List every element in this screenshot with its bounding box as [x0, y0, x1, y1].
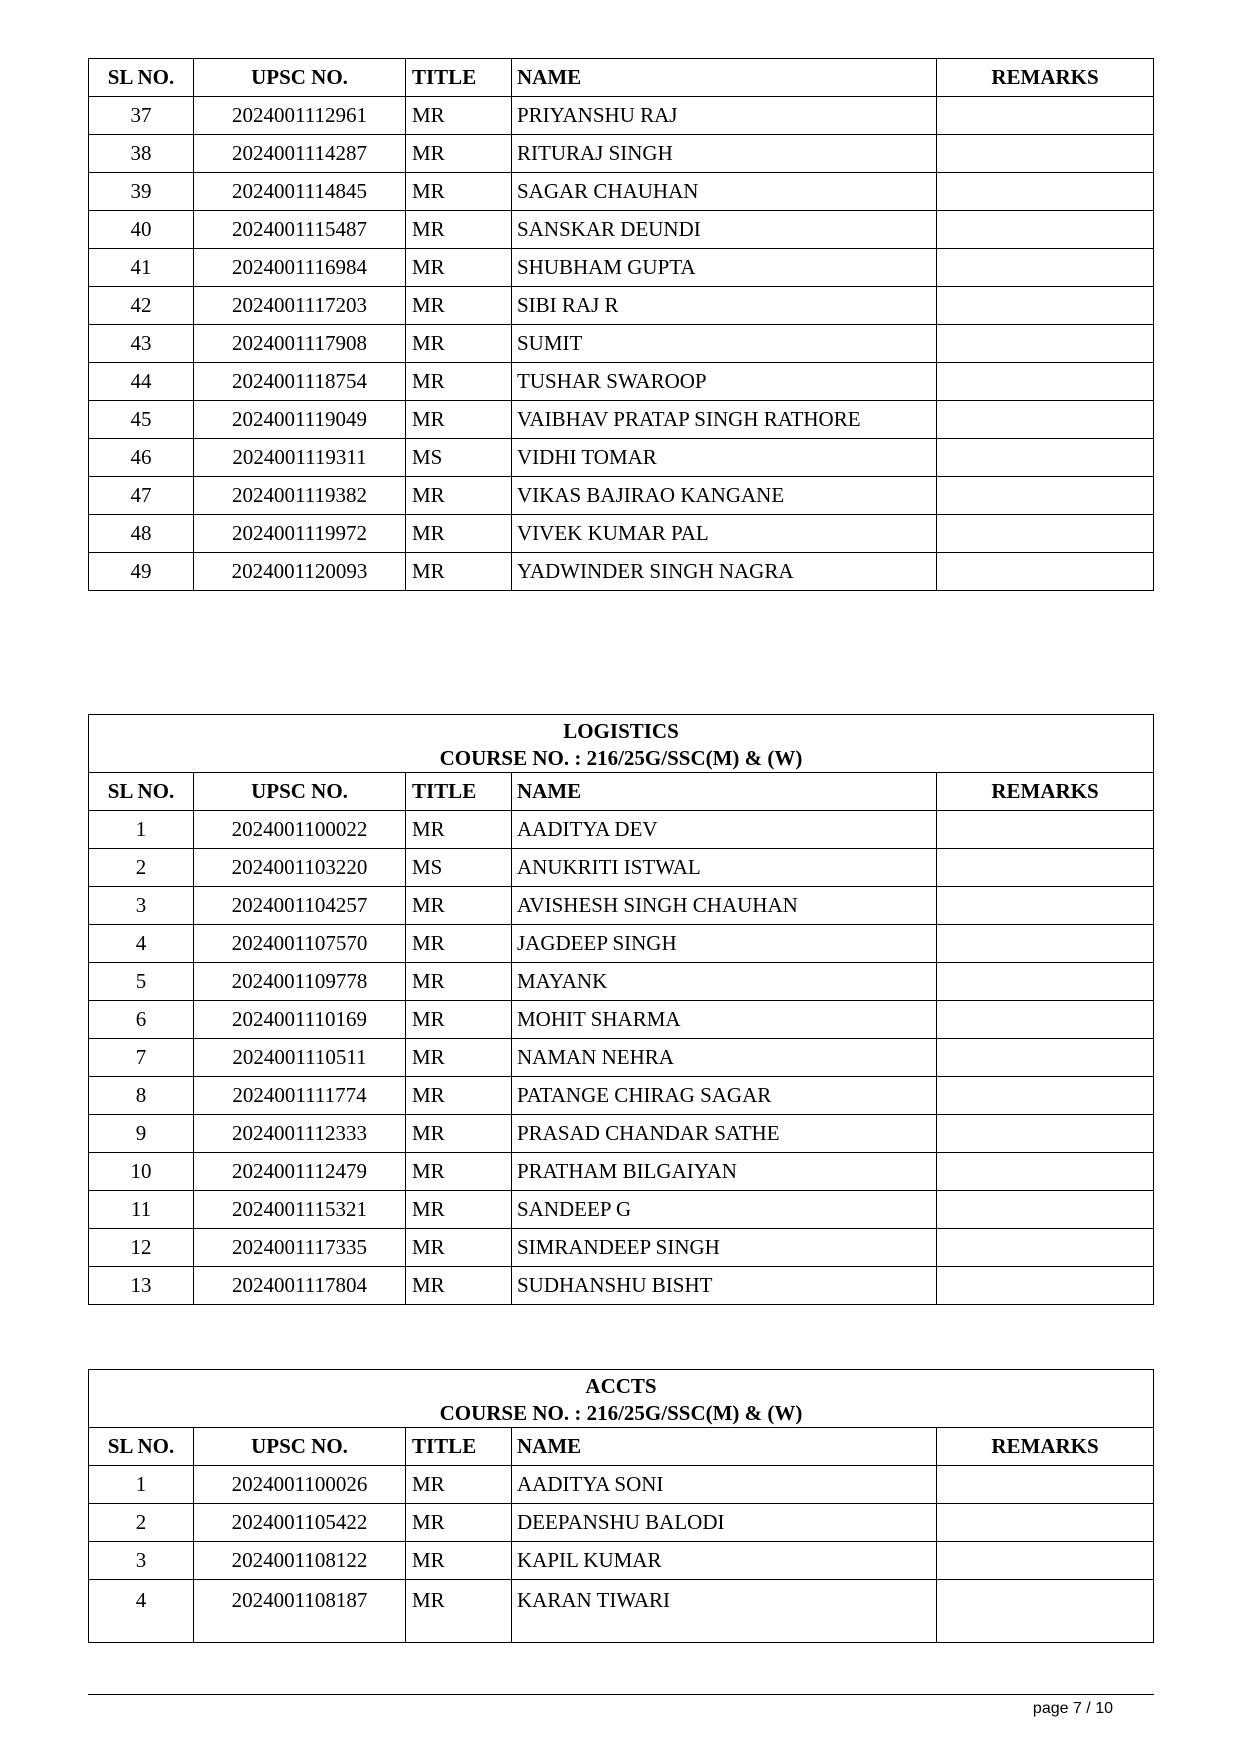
- remarks-cell: [937, 401, 1154, 439]
- title-cell: MR: [406, 515, 512, 553]
- table-row: [89, 1039, 1154, 1077]
- name-cell: YADWINDER SINGH NAGRA: [512, 553, 937, 591]
- table-row: [89, 249, 1154, 287]
- upsc-no-cell: 2024001111774: [194, 1077, 406, 1115]
- title-cell: MR: [406, 1466, 512, 1504]
- title-cell: MR: [406, 1077, 512, 1115]
- table-row: [89, 477, 1154, 515]
- name-cell: TUSHAR SWAROOP: [512, 363, 937, 401]
- remarks-cell: [937, 1542, 1154, 1580]
- table-row: [89, 287, 1154, 325]
- name-cell: SIBI RAJ R: [512, 287, 937, 325]
- col-upsc-no: UPSC NO.: [194, 773, 406, 811]
- name-cell: KAPIL KUMAR: [512, 1542, 937, 1580]
- table-body: [89, 1466, 1154, 1643]
- title-cell: MR: [406, 135, 512, 173]
- name-cell: VIVEK KUMAR PAL: [512, 515, 937, 553]
- name-cell: SANDEEP G: [512, 1191, 937, 1229]
- name-cell: RITURAJ SINGH: [512, 135, 937, 173]
- upsc-no-cell: 2024001115321: [194, 1191, 406, 1229]
- sl-no-cell: 2: [89, 1504, 194, 1542]
- sl-no-cell: 1: [89, 1466, 194, 1504]
- remarks-cell: [937, 1153, 1154, 1191]
- name-cell: AADITYA DEV: [512, 811, 937, 849]
- logistics-table: [88, 714, 1154, 1305]
- name-cell: MAYANK: [512, 963, 937, 1001]
- title-cell: MR: [406, 325, 512, 363]
- remarks-cell: [937, 515, 1154, 553]
- table-row: [89, 887, 1154, 925]
- title-cell: MS: [406, 439, 512, 477]
- upsc-no-cell: 2024001100022: [194, 811, 406, 849]
- title-cell: MR: [406, 173, 512, 211]
- col-sl-no: SL NO.: [89, 59, 194, 97]
- sl-no-cell: 8: [89, 1077, 194, 1115]
- remarks-cell: [937, 477, 1154, 515]
- upsc-no-cell: 2024001115487: [194, 211, 406, 249]
- remarks-cell: [937, 135, 1154, 173]
- title-cell: MR: [406, 363, 512, 401]
- section-header: [89, 715, 1154, 773]
- remarks-cell: [937, 1115, 1154, 1153]
- table-header-row: [89, 59, 1154, 97]
- remarks-cell: [937, 1001, 1154, 1039]
- remarks-cell: [937, 887, 1154, 925]
- title-cell: MR: [406, 1580, 512, 1643]
- sl-no-cell: 48: [89, 515, 194, 553]
- title-cell: MR: [406, 811, 512, 849]
- title-cell: MS: [406, 849, 512, 887]
- sl-no-cell: 44: [89, 363, 194, 401]
- name-cell: DEEPANSHU BALODI: [512, 1504, 937, 1542]
- table-row: [89, 1001, 1154, 1039]
- sl-no-cell: 13: [89, 1267, 194, 1305]
- remarks-cell: [937, 173, 1154, 211]
- upsc-no-cell: 2024001105422: [194, 1504, 406, 1542]
- name-cell: VIDHI TOMAR: [512, 439, 937, 477]
- sl-no-cell: 40: [89, 211, 194, 249]
- section-header: [89, 1370, 1154, 1428]
- col-name: NAME: [512, 1428, 937, 1466]
- table-row: [89, 401, 1154, 439]
- sl-no-cell: 41: [89, 249, 194, 287]
- footer-divider: [88, 1694, 1154, 1695]
- sl-no-cell: 10: [89, 1153, 194, 1191]
- table-row: [89, 97, 1154, 135]
- remarks-cell: [937, 963, 1154, 1001]
- name-cell: AVISHESH SINGH CHAUHAN: [512, 887, 937, 925]
- table-header-row: [89, 773, 1154, 811]
- title-cell: MR: [406, 1267, 512, 1305]
- table-row: [89, 925, 1154, 963]
- upsc-no-cell: 2024001118754: [194, 363, 406, 401]
- name-cell: ANUKRITI ISTWAL: [512, 849, 937, 887]
- course-number: COURSE NO. : 216/25G/SSC(M) & (W): [439, 745, 803, 770]
- col-upsc-no: UPSC NO.: [194, 1428, 406, 1466]
- sl-no-cell: 6: [89, 1001, 194, 1039]
- table-row: [89, 1504, 1154, 1542]
- remarks-cell: [937, 97, 1154, 135]
- sl-no-cell: 9: [89, 1115, 194, 1153]
- name-cell: JAGDEEP SINGH: [512, 925, 937, 963]
- upsc-no-cell: 2024001108187: [194, 1580, 406, 1643]
- title-cell: MR: [406, 1153, 512, 1191]
- col-name: NAME: [512, 59, 937, 97]
- sl-no-cell: 2: [89, 849, 194, 887]
- title-cell: MR: [406, 1001, 512, 1039]
- upsc-no-cell: 2024001117804: [194, 1267, 406, 1305]
- sl-no-cell: 12: [89, 1229, 194, 1267]
- table-row: [89, 1267, 1154, 1305]
- remarks-cell: [937, 211, 1154, 249]
- table-row: [89, 1191, 1154, 1229]
- upsc-no-cell: 2024001110511: [194, 1039, 406, 1077]
- table-row: [89, 963, 1154, 1001]
- sl-no-cell: 47: [89, 477, 194, 515]
- upsc-no-cell: 2024001117908: [194, 325, 406, 363]
- upsc-no-cell: 2024001112961: [194, 97, 406, 135]
- table-row: [89, 1153, 1154, 1191]
- title-cell: MR: [406, 1229, 512, 1267]
- name-cell: AADITYA SONI: [512, 1466, 937, 1504]
- name-cell: VIKAS BAJIRAO KANGANE: [512, 477, 937, 515]
- table-row: [89, 439, 1154, 477]
- remarks-cell: [937, 363, 1154, 401]
- remarks-cell: [937, 249, 1154, 287]
- name-cell: VAIBHAV PRATAP SINGH RATHORE: [512, 401, 937, 439]
- col-remarks: REMARKS: [937, 1428, 1154, 1466]
- col-upsc-no: UPSC NO.: [194, 59, 406, 97]
- remarks-cell: [937, 1191, 1154, 1229]
- upsc-no-cell: 2024001119311: [194, 439, 406, 477]
- title-cell: MR: [406, 401, 512, 439]
- sl-no-cell: 4: [89, 1580, 194, 1643]
- remarks-cell: [937, 1077, 1154, 1115]
- name-cell: KARAN TIWARI: [512, 1580, 937, 1643]
- table-row: [89, 1077, 1154, 1115]
- remarks-cell: [937, 849, 1154, 887]
- remarks-cell: [937, 1039, 1154, 1077]
- remarks-cell: [937, 553, 1154, 591]
- title-cell: MR: [406, 1504, 512, 1542]
- table-body: [89, 811, 1154, 1305]
- section-header-row: [89, 715, 1154, 773]
- col-sl-no: SL NO.: [89, 773, 194, 811]
- section-header-row: [89, 1370, 1154, 1428]
- col-remarks: REMARKS: [937, 59, 1154, 97]
- name-cell: SAGAR CHAUHAN: [512, 173, 937, 211]
- upsc-no-cell: 2024001112333: [194, 1115, 406, 1153]
- title-cell: MR: [406, 1115, 512, 1153]
- name-cell: SHUBHAM GUPTA: [512, 249, 937, 287]
- title-cell: MR: [406, 249, 512, 287]
- sl-no-cell: 1: [89, 811, 194, 849]
- sl-no-cell: 11: [89, 1191, 194, 1229]
- upsc-no-cell: 2024001103220: [194, 849, 406, 887]
- upsc-no-cell: 2024001100026: [194, 1466, 406, 1504]
- sl-no-cell: 42: [89, 287, 194, 325]
- table-header-row: [89, 1428, 1154, 1466]
- col-title: TITLE: [406, 773, 512, 811]
- table-row: [89, 1542, 1154, 1580]
- remarks-cell: [937, 1504, 1154, 1542]
- title-cell: MR: [406, 97, 512, 135]
- name-cell: SIMRANDEEP SINGH: [512, 1229, 937, 1267]
- table-row: [89, 1466, 1154, 1504]
- name-cell: PRASAD CHANDAR SATHE: [512, 1115, 937, 1153]
- accts-table: [88, 1369, 1154, 1643]
- upsc-no-cell: 2024001116984: [194, 249, 406, 287]
- title-cell: MR: [406, 1542, 512, 1580]
- sl-no-cell: 4: [89, 925, 194, 963]
- title-cell: MR: [406, 925, 512, 963]
- table-row: [89, 515, 1154, 553]
- upsc-no-cell: 2024001119972: [194, 515, 406, 553]
- remarks-cell: [937, 1229, 1154, 1267]
- sl-no-cell: 46: [89, 439, 194, 477]
- sl-no-cell: 45: [89, 401, 194, 439]
- table-row: [89, 173, 1154, 211]
- page-number: page 7 / 10: [1032, 1700, 1113, 1717]
- upsc-no-cell: 2024001120093: [194, 553, 406, 591]
- upsc-no-cell: 2024001109778: [194, 963, 406, 1001]
- name-cell: NAMAN NEHRA: [512, 1039, 937, 1077]
- table-row: [89, 211, 1154, 249]
- name-cell: SANSKAR DEUNDI: [512, 211, 937, 249]
- table-row: [89, 1115, 1154, 1153]
- title-cell: MR: [406, 1191, 512, 1229]
- section-title: ACCTS: [585, 1373, 657, 1398]
- title-cell: MR: [406, 887, 512, 925]
- remarks-cell: [937, 1580, 1154, 1643]
- upsc-no-cell: 2024001117335: [194, 1229, 406, 1267]
- sl-no-cell: 38: [89, 135, 194, 173]
- upsc-no-cell: 2024001107570: [194, 925, 406, 963]
- remarks-cell: [937, 325, 1154, 363]
- col-title: TITLE: [406, 59, 512, 97]
- table-row: [89, 1580, 1154, 1643]
- name-cell: SUDHANSHU BISHT: [512, 1267, 937, 1305]
- sl-no-cell: 49: [89, 553, 194, 591]
- title-cell: MR: [406, 1039, 512, 1077]
- upsc-no-cell: 2024001114287: [194, 135, 406, 173]
- upsc-no-cell: 2024001110169: [194, 1001, 406, 1039]
- table-row: [89, 849, 1154, 887]
- upsc-no-cell: 2024001117203: [194, 287, 406, 325]
- table-row: [89, 325, 1154, 363]
- sl-no-cell: 3: [89, 887, 194, 925]
- table-row: [89, 363, 1154, 401]
- upsc-no-cell: 2024001112479: [194, 1153, 406, 1191]
- col-remarks: REMARKS: [937, 773, 1154, 811]
- sl-no-cell: 3: [89, 1542, 194, 1580]
- upsc-no-cell: 2024001119049: [194, 401, 406, 439]
- title-cell: MR: [406, 477, 512, 515]
- course-number: COURSE NO. : 216/25G/SSC(M) & (W): [439, 1400, 803, 1425]
- table-row: [89, 1229, 1154, 1267]
- sl-no-cell: 5: [89, 963, 194, 1001]
- remarks-cell: [937, 811, 1154, 849]
- remarks-cell: [937, 439, 1154, 477]
- title-cell: MR: [406, 211, 512, 249]
- candidate-table-continued: [88, 58, 1154, 591]
- section-title: LOGISTICS: [563, 718, 679, 743]
- table-row: [89, 811, 1154, 849]
- col-sl-no: SL NO.: [89, 1428, 194, 1466]
- sl-no-cell: 43: [89, 325, 194, 363]
- table-body: [89, 97, 1154, 591]
- upsc-no-cell: 2024001104257: [194, 887, 406, 925]
- col-title: TITLE: [406, 1428, 512, 1466]
- title-cell: MR: [406, 963, 512, 1001]
- name-cell: PATANGE CHIRAG SAGAR: [512, 1077, 937, 1115]
- name-cell: SUMIT: [512, 325, 937, 363]
- upsc-no-cell: 2024001114845: [194, 173, 406, 211]
- remarks-cell: [937, 925, 1154, 963]
- title-cell: MR: [406, 287, 512, 325]
- upsc-no-cell: 2024001108122: [194, 1542, 406, 1580]
- remarks-cell: [937, 1267, 1154, 1305]
- remarks-cell: [937, 1466, 1154, 1504]
- sl-no-cell: 39: [89, 173, 194, 211]
- upsc-no-cell: 2024001119382: [194, 477, 406, 515]
- sl-no-cell: 37: [89, 97, 194, 135]
- col-name: NAME: [512, 773, 937, 811]
- remarks-cell: [937, 287, 1154, 325]
- sl-no-cell: 7: [89, 1039, 194, 1077]
- name-cell: MOHIT SHARMA: [512, 1001, 937, 1039]
- name-cell: PRATHAM BILGAIYAN: [512, 1153, 937, 1191]
- name-cell: PRIYANSHU RAJ: [512, 97, 937, 135]
- table-row: [89, 553, 1154, 591]
- table-row: [89, 135, 1154, 173]
- title-cell: MR: [406, 553, 512, 591]
